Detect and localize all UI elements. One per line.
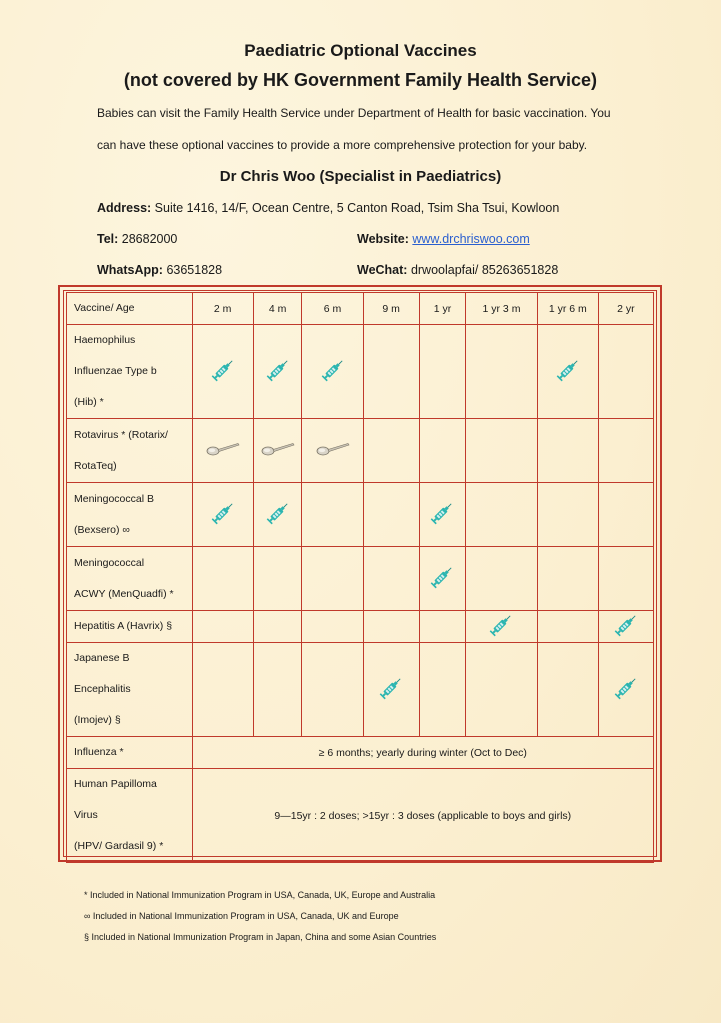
name-line: Human Papilloma (74, 778, 157, 790)
hpv-schedule: 9—15yr : 2 doses; >15yr : 3 doses (applicable to boys and girls) (192, 769, 653, 863)
row-japanese-b (67, 643, 654, 737)
website (357, 232, 530, 246)
name-line: Japanese B (74, 652, 130, 664)
syringe-icon (210, 357, 236, 383)
syringe-icon (429, 564, 455, 590)
empty-cell (302, 643, 363, 737)
age-9m: 9 m (363, 293, 419, 325)
name-line: Haemophilus (74, 334, 136, 346)
name-line: Influenza * (74, 746, 124, 758)
age-2m: 2 m (192, 293, 253, 325)
vaccine-name (67, 547, 193, 611)
empty-cell (363, 325, 419, 419)
empty-cell (537, 547, 598, 611)
empty-cell (192, 547, 253, 611)
name-line: Meningococcal B (74, 492, 154, 505)
telephone (97, 232, 177, 246)
row-menb (67, 483, 654, 547)
wechat-label: WeChat: (357, 263, 408, 277)
address (97, 201, 559, 215)
dose-cell (302, 419, 363, 483)
empty-cell (253, 611, 302, 643)
vaccine-name (67, 325, 193, 419)
empty-cell (466, 483, 538, 547)
row-rotavirus (67, 419, 654, 483)
empty-cell (537, 419, 598, 483)
tel-value: 28682000 (118, 232, 178, 246)
intro-line-2: can have these optional vaccines to provide a more comprehensive protection for your baby. (97, 138, 588, 152)
vaccine-name (67, 483, 193, 547)
empty-cell (598, 325, 653, 419)
dose-cell (537, 325, 598, 419)
syringe-icon (429, 500, 455, 526)
empty-cell (598, 547, 653, 611)
page-title: Paediatric Optional Vaccines (244, 41, 477, 60)
dose-cell (598, 643, 653, 737)
age-1yr3m: 1 yr 3 m (466, 293, 538, 325)
dose-cell (192, 483, 253, 547)
empty-cell (192, 643, 253, 737)
age-1yr: 1 yr (419, 293, 465, 325)
page-subtitle: (not covered by HK Government Family Health Service) (123, 70, 598, 90)
row-hpv (67, 769, 654, 863)
empty-cell (363, 483, 419, 547)
oral-spoon-icon (206, 440, 240, 458)
address-value: Suite 1416, 14/F, Ocean Centre, 5 Canton Road, Tsim Sha Tsui, Kowloon (151, 201, 560, 215)
empty-cell (253, 643, 302, 737)
empty-cell (302, 611, 363, 643)
empty-cell (537, 643, 598, 737)
row-acwy (67, 547, 654, 611)
syringe-icon (378, 675, 404, 701)
footnote-asterisk: * Included in National Immunization Program in USA, Canada, UK, Europe and Australia (84, 890, 436, 900)
empty-cell (466, 325, 538, 419)
dose-cell (363, 643, 419, 737)
vaccine-schedule-table (66, 292, 654, 863)
empty-cell (537, 483, 598, 547)
vaccine-name (67, 611, 193, 643)
whatsapp-label: WhatsApp: (97, 263, 163, 277)
syringe-icon (210, 500, 236, 526)
doctor-name: Dr Chris Woo (Specialist in Paediatrics) (219, 168, 502, 185)
empty-cell (363, 611, 419, 643)
empty-cell (598, 419, 653, 483)
name-line: (Imojev) § (74, 714, 121, 726)
intro-line-1: Babies can visit the Family Health Service under Department of Health for basic vaccination. You (97, 106, 611, 120)
empty-cell (537, 611, 598, 643)
footnote-section: § Included in National Immunization Program in Japan, China and some Asian Countries (84, 932, 437, 942)
dose-cell (192, 325, 253, 419)
name-line: Hepatitis A (Havrix) § (74, 620, 173, 632)
syringe-icon (320, 357, 346, 383)
empty-cell (253, 547, 302, 611)
name-line: (HPV/ Gardasil 9) * (74, 840, 164, 852)
syringe-icon (488, 612, 514, 638)
dose-cell (419, 547, 465, 611)
vaccine-name (67, 769, 193, 863)
influenza-schedule: ≥ 6 months; yearly during winter (Oct to Dec) (192, 737, 653, 769)
dose-cell (253, 325, 302, 419)
empty-cell (419, 643, 465, 737)
row-hepa (67, 611, 654, 643)
website-label: Website: (357, 232, 409, 246)
name-line: Encephalitis (74, 683, 131, 695)
empty-cell (363, 547, 419, 611)
syringe-icon (555, 357, 581, 383)
whatsapp (97, 263, 222, 277)
table-header-row (67, 293, 654, 325)
name-line: Meningococcal (74, 556, 145, 569)
header-age: Age (113, 302, 135, 314)
vaccine-name (67, 419, 193, 483)
header-vaccine: Vaccine/ (74, 302, 114, 314)
row-hib (67, 325, 654, 419)
name-line: (Bexsero) ∞ (74, 523, 130, 536)
empty-cell (466, 643, 538, 737)
empty-cell (598, 483, 653, 547)
dose-cell (598, 611, 653, 643)
vaccine-name (67, 643, 193, 737)
syringe-icon (265, 500, 291, 526)
age-1yr6m: 1 yr 6 m (537, 293, 598, 325)
header-vaccine-age (67, 293, 193, 325)
name-line: ACWY (MenQuadfi) * (74, 587, 174, 600)
empty-cell (302, 483, 363, 547)
row-influenza (67, 737, 654, 769)
empty-cell (466, 547, 538, 611)
empty-cell (363, 419, 419, 483)
oral-spoon-icon (261, 440, 295, 458)
empty-cell (466, 419, 538, 483)
vaccine-name (67, 737, 193, 769)
wechat (357, 263, 558, 277)
name-line: Rotavirus * (Rotarix/ (74, 428, 168, 441)
dose-cell (253, 483, 302, 547)
name-line: Influenzae Type b (74, 365, 157, 377)
empty-cell (419, 419, 465, 483)
oral-spoon-icon (316, 440, 350, 458)
name-line: Virus (74, 809, 98, 821)
dose-cell (253, 419, 302, 483)
address-label: Address: (97, 201, 152, 215)
tel-label: Tel: (97, 232, 119, 246)
age-4m: 4 m (253, 293, 302, 325)
syringe-icon (613, 675, 639, 701)
dose-cell (466, 611, 538, 643)
syringe-icon (613, 612, 639, 638)
empty-cell (419, 325, 465, 419)
age-2yr: 2 yr (598, 293, 653, 325)
name-line: RotaTeq) (74, 459, 117, 472)
dose-cell (302, 325, 363, 419)
dose-cell (419, 483, 465, 547)
whatsapp-value: 63651828 (162, 263, 223, 277)
wechat-value: drwoolapfai/ 85263651828 (407, 263, 559, 277)
empty-cell (302, 547, 363, 611)
empty-cell (192, 611, 253, 643)
website-link[interactable]: www.drchriswoo.com (412, 232, 530, 246)
age-6m: 6 m (302, 293, 363, 325)
empty-cell (419, 611, 465, 643)
footnote-infinity: ∞ Included in National Immunization Program in USA, Canada, UK and Europe (84, 911, 399, 921)
syringe-icon (265, 357, 291, 383)
name-line: (Hib) * (74, 396, 104, 408)
dose-cell (192, 419, 253, 483)
